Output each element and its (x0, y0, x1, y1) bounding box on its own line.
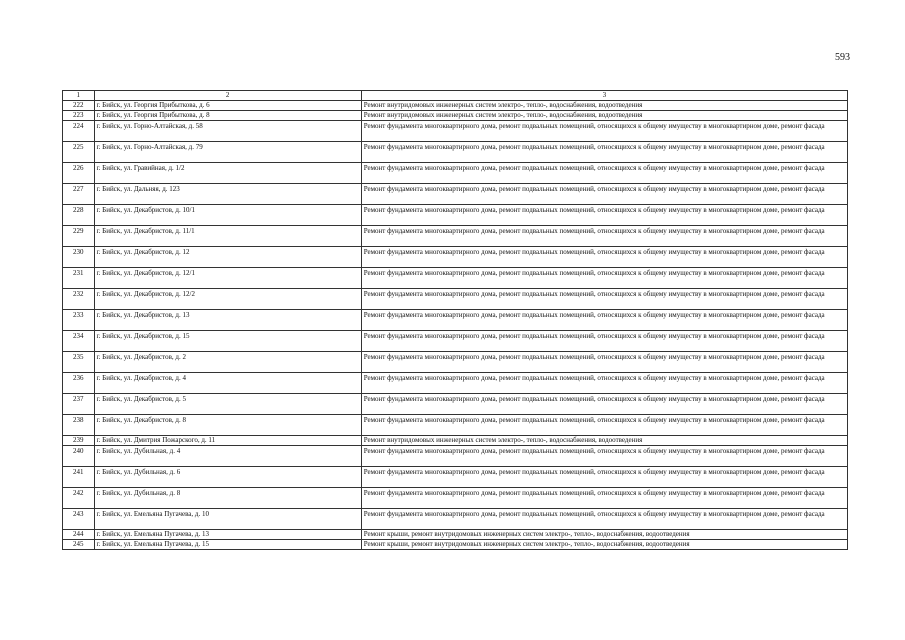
row-address: г. Бийск, ул. Горно-Алтайская, д. 79 (94, 142, 361, 163)
row-address: г. Бийск, ул. Дальняя, д. 123 (94, 184, 361, 205)
row-work-description: Ремонт фундамента многоквартирного дома, ремонт подвальных помещений, относящихся к общему имуществу в многоквартирном доме, ремонт фасада (361, 352, 847, 373)
row-number: 227 (63, 184, 95, 205)
row-number: 234 (63, 331, 95, 352)
row-address: г. Бийск, ул. Дубильная, д. 6 (94, 467, 361, 488)
row-address: г. Бийск, ул. Декабристов, д. 15 (94, 331, 361, 352)
row-address: г. Бийск, ул. Дубильная, д. 8 (94, 488, 361, 509)
table-header-row (63, 91, 848, 101)
row-address: г. Бийск, ул. Гравийная, д. 1/2 (94, 163, 361, 184)
table-row (63, 163, 848, 184)
table-row (63, 205, 848, 226)
table-row (63, 373, 848, 394)
row-address: г. Бийск, ул. Декабристов, д. 11/1 (94, 226, 361, 247)
row-address: г. Бийск, ул. Емельяна Пугачева, д. 10 (94, 509, 361, 530)
table-row (63, 436, 848, 446)
row-number: 232 (63, 289, 95, 310)
table-row (63, 289, 848, 310)
table-row (63, 530, 848, 540)
row-address: г. Бийск, ул. Емельяна Пугачева, д. 13 (94, 530, 361, 540)
table-row (63, 467, 848, 488)
row-address: г. Бийск, ул. Декабристов, д. 12/1 (94, 268, 361, 289)
row-number: 230 (63, 247, 95, 268)
row-address: г. Бийск, ул. Декабристов, д. 2 (94, 352, 361, 373)
row-work-description: Ремонт фундамента многоквартирного дома, ремонт подвальных помещений, относящихся к общему имуществу в многоквартирном доме, ремонт фасада (361, 310, 847, 331)
table-row (63, 488, 848, 509)
page-number: 593 (835, 52, 850, 63)
row-work-description: Ремонт фундамента многоквартирного дома, ремонт подвальных помещений, относящихся к общему имуществу в многоквартирном доме, ремонт фасада (361, 184, 847, 205)
table-row (63, 446, 848, 467)
row-work-description: Ремонт крыши, ремонт внутридомовых инженерных систем электро-, тепло-, водоснабжения, водоотведения (361, 530, 847, 540)
row-address: г. Бийск, ул. Декабристов, д. 12 (94, 247, 361, 268)
row-work-description: Ремонт внутридомовых инженерных систем электро-, тепло-, водоснабжения, водоотведения (361, 111, 847, 121)
column-address-header: 2 (94, 91, 361, 101)
row-address: г. Бийск, ул. Георгия Прибыткова, д. 8 (94, 111, 361, 121)
row-work-description: Ремонт фундамента многоквартирного дома, ремонт подвальных помещений, относящихся к общему имуществу в многоквартирном доме, ремонт фасада (361, 415, 847, 436)
row-address: г. Бийск, ул. Декабристов, д. 8 (94, 415, 361, 436)
row-work-description: Ремонт фундамента многоквартирного дома, ремонт подвальных помещений, относящихся к общему имуществу в многоквартирном доме, ремонт фасада (361, 226, 847, 247)
table-row (63, 121, 848, 142)
row-number: 245 (63, 540, 95, 550)
row-number: 228 (63, 205, 95, 226)
row-work-description: Ремонт фундамента многоквартирного дома, ремонт подвальных помещений, относящихся к общему имуществу в многоквартирном доме, ремонт фасада (361, 446, 847, 467)
row-number: 243 (63, 509, 95, 530)
row-number: 224 (63, 121, 95, 142)
table-row (63, 247, 848, 268)
row-address: г. Бийск, ул. Емельяна Пугачева, д. 15 (94, 540, 361, 550)
row-number: 225 (63, 142, 95, 163)
table-row (63, 101, 848, 111)
row-number: 240 (63, 446, 95, 467)
repair-program-table (62, 90, 848, 550)
row-address: г. Бийск, ул. Декабристов, д. 4 (94, 373, 361, 394)
row-work-description: Ремонт фундамента многоквартирного дома, ремонт подвальных помещений, относящихся к общему имуществу в многоквартирном доме, ремонт фасада (361, 467, 847, 488)
row-work-description: Ремонт фундамента многоквартирного дома, ремонт подвальных помещений, относящихся к общему имуществу в многоквартирном доме, ремонт фасада (361, 247, 847, 268)
table-row (63, 352, 848, 373)
table-row (63, 331, 848, 352)
column-number-header: 1 (63, 91, 95, 101)
row-address: г. Бийск, ул. Декабристов, д. 5 (94, 394, 361, 415)
row-work-description: Ремонт фундамента многоквартирного дома, ремонт подвальных помещений, относящихся к общему имуществу в многоквартирном доме, ремонт фасада (361, 331, 847, 352)
row-work-description: Ремонт фундамента многоквартирного дома, ремонт подвальных помещений, относящихся к общему имуществу в многоквартирном доме, ремонт фасада (361, 289, 847, 310)
row-number: 235 (63, 352, 95, 373)
table-row (63, 226, 848, 247)
row-number: 236 (63, 373, 95, 394)
row-number: 244 (63, 530, 95, 540)
table-body (63, 101, 848, 550)
table-row (63, 509, 848, 530)
table-row (63, 142, 848, 163)
row-work-description: Ремонт фундамента многоквартирного дома, ремонт подвальных помещений, относящихся к общему имуществу в многоквартирном доме, ремонт фасада (361, 163, 847, 184)
table-row (63, 184, 848, 205)
row-work-description: Ремонт крыши, ремонт внутридомовых инженерных систем электро-, тепло-, водоснабжения, водоотведения (361, 540, 847, 550)
row-address: г. Бийск, ул. Горно-Алтайская, д. 58 (94, 121, 361, 142)
table-row (63, 268, 848, 289)
row-address: г. Бийск, ул. Декабристов, д. 13 (94, 310, 361, 331)
table-row (63, 415, 848, 436)
row-number: 222 (63, 101, 95, 111)
table-row (63, 310, 848, 331)
row-number: 239 (63, 436, 95, 446)
row-number: 231 (63, 268, 95, 289)
row-number: 226 (63, 163, 95, 184)
row-number: 238 (63, 415, 95, 436)
row-number: 242 (63, 488, 95, 509)
row-address: г. Бийск, ул. Дубильная, д. 4 (94, 446, 361, 467)
row-number: 233 (63, 310, 95, 331)
row-work-description: Ремонт фундамента многоквартирного дома, ремонт подвальных помещений, относящихся к общему имуществу в многоквартирном доме, ремонт фасада (361, 488, 847, 509)
row-address: г. Бийск, ул. Декабристов, д. 10/1 (94, 205, 361, 226)
row-work-description: Ремонт фундамента многоквартирного дома, ремонт подвальных помещений, относящихся к общему имуществу в многоквартирном доме, ремонт фасада (361, 205, 847, 226)
row-work-description: Ремонт фундамента многоквартирного дома, ремонт подвальных помещений, относящихся к общему имуществу в многоквартирном доме, ремонт фасада (361, 142, 847, 163)
row-number: 241 (63, 467, 95, 488)
table-row (63, 111, 848, 121)
row-work-description: Ремонт фундамента многоквартирного дома, ремонт подвальных помещений, относящихся к общему имуществу в многоквартирном доме, ремонт фасада (361, 373, 847, 394)
column-work-header: 3 (361, 91, 847, 101)
row-number: 237 (63, 394, 95, 415)
row-work-description: Ремонт фундамента многоквартирного дома, ремонт подвальных помещений, относящихся к общему имуществу в многоквартирном доме, ремонт фасада (361, 268, 847, 289)
row-work-description: Ремонт фундамента многоквартирного дома, ремонт подвальных помещений, относящихся к общему имуществу в многоквартирном доме, ремонт фасада (361, 394, 847, 415)
row-work-description: Ремонт внутридомовых инженерных систем электро-, тепло-, водоснабжения, водоотведения (361, 436, 847, 446)
row-work-description: Ремонт фундамента многоквартирного дома, ремонт подвальных помещений, относящихся к общему имуществу в многоквартирном доме, ремонт фасада (361, 121, 847, 142)
row-work-description: Ремонт фундамента многоквартирного дома, ремонт подвальных помещений, относящихся к общему имуществу в многоквартирном доме, ремонт фасада (361, 509, 847, 530)
row-address: г. Бийск, ул. Дмитрия Пожарского, д. 11 (94, 436, 361, 446)
row-work-description: Ремонт внутридомовых инженерных систем электро-, тепло-, водоснабжения, водоотведения (361, 101, 847, 111)
row-address: г. Бийск, ул. Георгия Прибыткова, д. 6 (94, 101, 361, 111)
row-address: г. Бийск, ул. Декабристов, д. 12/2 (94, 289, 361, 310)
table-row (63, 540, 848, 550)
row-number: 229 (63, 226, 95, 247)
table-row (63, 394, 848, 415)
row-number: 223 (63, 111, 95, 121)
